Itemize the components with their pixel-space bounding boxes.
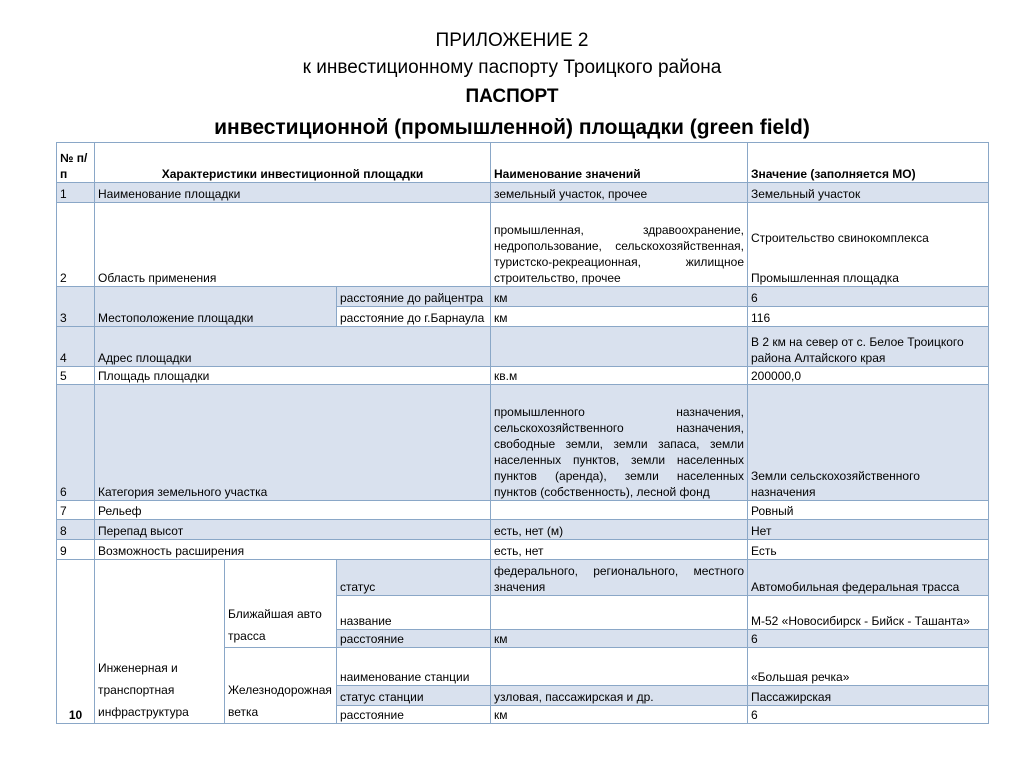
table-row: [57, 183, 989, 203]
table-row: [57, 520, 989, 540]
row-label: Адрес площадки: [95, 327, 491, 367]
appendix-subtitle: к инвестиционному паспорту Троицкого района: [302, 57, 722, 78]
row-value: Автомобильная федеральная трасса: [748, 560, 989, 596]
row-num: 5: [57, 367, 95, 385]
page-title: ПАСПОРТ: [465, 86, 559, 107]
table-row: [57, 501, 989, 520]
row-sub-label: расстояние до райцентра: [337, 287, 491, 307]
row-value: [748, 203, 989, 287]
row-value: «Большая речка»: [748, 648, 989, 686]
row-names: кв.м: [491, 367, 748, 385]
row-num: 4: [57, 327, 95, 367]
row-names: промышленная, здравоохранение, недропользование, сельскохозяйственная, туристско-рекреационная, жилищное строительство, прочее: [491, 203, 748, 287]
group-label-auto: Ближайшая авто трасса: [225, 560, 337, 648]
row-names: км: [491, 307, 748, 327]
row-num: 7: [57, 501, 95, 520]
row-value: 6: [748, 630, 989, 648]
row-value: Есть: [748, 540, 989, 560]
row-sub-label: расстояние: [337, 706, 491, 724]
group-label-rail: Железнодорожная ветка: [225, 648, 337, 724]
row-label: Рельеф: [95, 501, 491, 520]
row-sub-label: расстояние до г.Барнаула: [337, 307, 491, 327]
row-label: Возможность расширения: [95, 540, 491, 560]
table-row: [57, 560, 989, 596]
row-value: 200000,0: [748, 367, 989, 385]
row-sub-label: наименование станции: [337, 648, 491, 686]
table-header-row: [57, 143, 989, 183]
row-num: 1: [57, 183, 95, 203]
table-row: [57, 287, 989, 307]
table-row: [57, 385, 989, 501]
row-num: 6: [57, 385, 95, 501]
header-value: Значение (заполняется МО): [748, 143, 989, 183]
row-value: Земли сельскохозяйственного назначения: [748, 385, 989, 501]
row-value: 6: [748, 287, 989, 307]
row-names: [491, 501, 748, 520]
appendix-label: ПРИЛОЖЕНИЕ 2: [435, 30, 589, 51]
passport-table: [56, 142, 989, 724]
row-names: [491, 327, 748, 367]
row-value: Земельный участок: [748, 183, 989, 203]
row-value: 116: [748, 307, 989, 327]
table-row: [57, 327, 989, 367]
row-value: Ровный: [748, 501, 989, 520]
row-value: М-52 «Новосибирск - Бийск - Ташанта»: [748, 596, 989, 630]
row-names: промышленного назначения, сельскохозяйственного назначения, свободные земли, земли запаса, земли населенных пунктов, земли населенных пунктов (аренда), земли населенных пунктов (собственность), лесной фонд: [491, 385, 748, 501]
row-value-2: Промышленная площадка: [751, 271, 899, 285]
header-names: Наименование значений: [491, 143, 748, 183]
row-names: [491, 648, 748, 686]
row-label: Перепад высот: [95, 520, 491, 540]
page-subtitle: инвестиционной (промышленной) площадки (green field): [214, 116, 810, 139]
row-sub-label: название: [337, 596, 491, 630]
row-names: федерального, регионального, местного значения: [491, 560, 748, 596]
row-num: 2: [57, 203, 95, 287]
row-num: 9: [57, 540, 95, 560]
row-names: км: [491, 630, 748, 648]
row-value: 6: [748, 706, 989, 724]
table-row: [57, 540, 989, 560]
table-row: [57, 203, 989, 287]
row-value: Пассажирская: [748, 686, 989, 706]
row-num: 8: [57, 520, 95, 540]
header-num: № п/п: [57, 143, 95, 183]
row-value: В 2 км на север от с. Белое Троицкого района Алтайского края: [748, 327, 989, 367]
row-names: [491, 596, 748, 630]
header-characteristic: Характеристики инвестиционной площадки: [95, 143, 491, 183]
row-value: Нет: [748, 520, 989, 540]
row-sub-label: статус: [337, 560, 491, 596]
row-names: есть, нет: [491, 540, 748, 560]
row-names: узловая, пассажирская и др.: [491, 686, 748, 706]
row-names: есть, нет (м): [491, 520, 748, 540]
row-label: Наименование площадки: [95, 183, 491, 203]
row-names: км: [491, 706, 748, 724]
row-label: Площадь площадки: [95, 367, 491, 385]
row-label: Местоположение площадки: [95, 287, 337, 327]
row-names: км: [491, 287, 748, 307]
row-names: земельный участок, прочее: [491, 183, 748, 203]
row-label: Категория земельного участка: [95, 385, 491, 501]
row-sub-label: статус станции: [337, 686, 491, 706]
row-value-1: Строительство свинокомплекса: [751, 231, 929, 245]
row-label: Инженерная и транспортная инфраструктура: [95, 560, 225, 724]
row-label: Область применения: [95, 203, 491, 287]
table-row: [57, 367, 989, 385]
row-num: 3: [57, 287, 95, 327]
row-sub-label: расстояние: [337, 630, 491, 648]
row-num: 10: [57, 560, 95, 724]
